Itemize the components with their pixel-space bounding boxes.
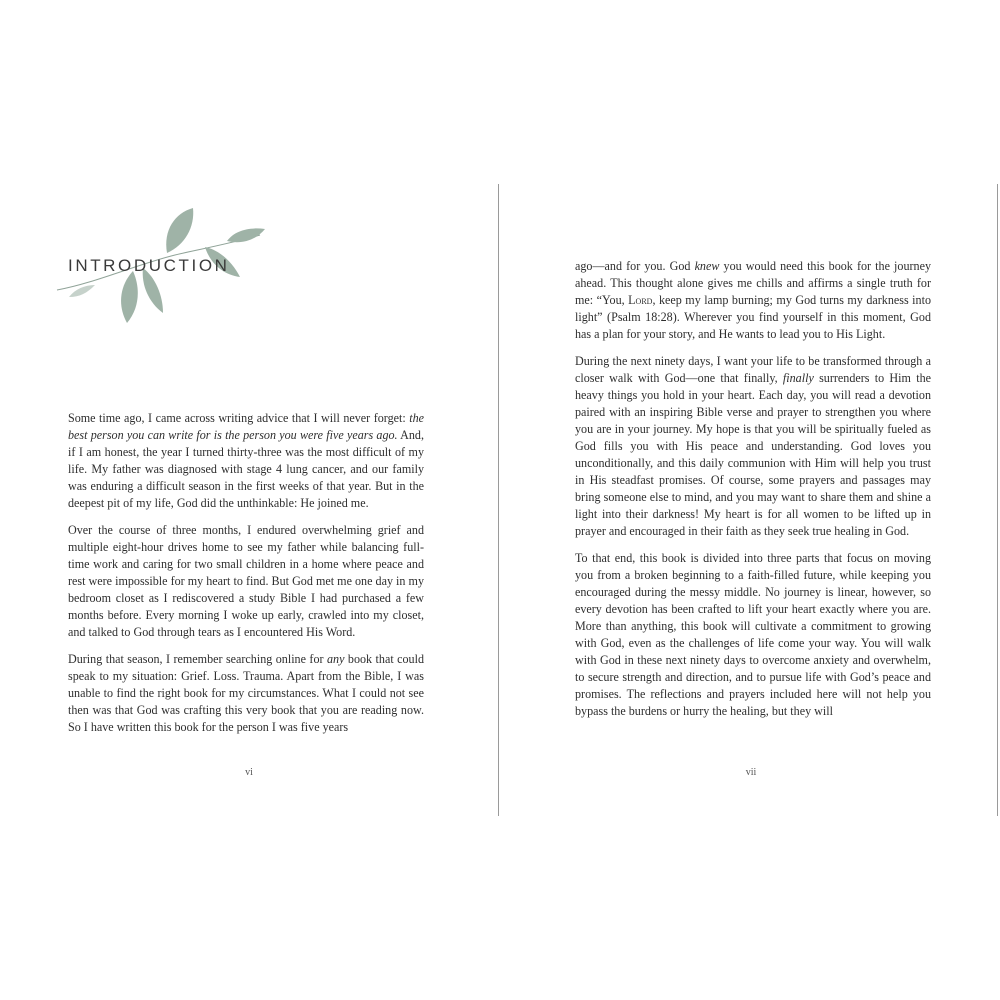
page-number-left: vi <box>245 767 253 778</box>
paragraph: During that season, I remember searching online for any book that could speak to my situation: Grief. Loss. Trauma. Apart from the Bible, I was unable to find the right book for my circumstances. What I could not see then was that God was crafting this very book that you are reading now. So I have written this book for the person I was five years <box>68 652 424 734</box>
paragraph: Some time ago, I came across writing advice that I will never forget: the best person you can write for is the person you were five years ago. And, if I am honest, the year I turned thirty-three was the most difficult of my life. My father was diagnosed with stage 4 lung cancer, and our family was enduring a difficult season in the first weeks of that year. But in the deepest pit of my life, God did the unthinkable: He joined me. <box>68 411 424 510</box>
left-page-text <box>68 410 424 746</box>
paragraph: To that end, this book is divided into three parts that focus on moving you from a broken beginning to a faith-filled future, while keeping you encouraged during the messy middle. No journey is linear, however, so every devotion has been crafted to lift your heart exactly where you are. More than anything, this book will cultivate a commitment to growing with God, even as the challenges of life come your way. You will walk with God in these next ninety days to overcome anxiety and overwhelm, to secure strength and direction, and to pursue life with God’s peace and promises. The reflections and prayers included here will not help you bypass the burdens or hurry the healing, but they will <box>575 551 931 718</box>
right-page-text <box>575 258 931 730</box>
page-number-right: vii <box>745 767 757 778</box>
chapter-heading: INTRODUCTION <box>68 256 230 275</box>
paragraph: Over the course of three months, I endured overwhelming grief and multiple eight-hour drives home to see my father while balancing full-time work and caring for two small children in a home where peace and rest were impossible for my heart to find. But God met me one day in my bedroom closet as I rediscovered a study Bible I had purchased a few months before. Every morning I woke up early, crawled into my closet, and talked to God through tears as I encountered His Word. <box>68 523 424 639</box>
paragraph: During the next ninety days, I want your life to be transformed through a closer walk with God—one that finally, finally surrenders to Him the heavy things you hold in your heart. Each day, you will read a devotion paired with an inspiring Bible verse and prayer to strengthen you where you are in your journey. My hope is that you will be spiritually fueled as God fills you with His peace and understanding. God loves you unconditionally, and this daily communion with Him will help you trust in His steadfast promises. Of course, some prayers and passages may bring someone else to mind, and you may want to share them and shine a light into their darkness! My heart is for all women to be lifted up in prayer and encouraged in their faith as they seek true healing in God. <box>575 354 931 538</box>
paragraph: ago—and for you. God knew you would need this book for the journey ahead. This thought alone gives me chills and affirms a single truth for me: “You, Lord, keep my lamp burning; my God turns my darkness into light” (Psalm 18:28). Wherever you find yourself in this moment, God has a plan for your story, and He wants to lead you to His Light. <box>575 259 931 341</box>
page-edge-divider <box>997 184 998 816</box>
page-gutter-divider <box>498 184 499 816</box>
